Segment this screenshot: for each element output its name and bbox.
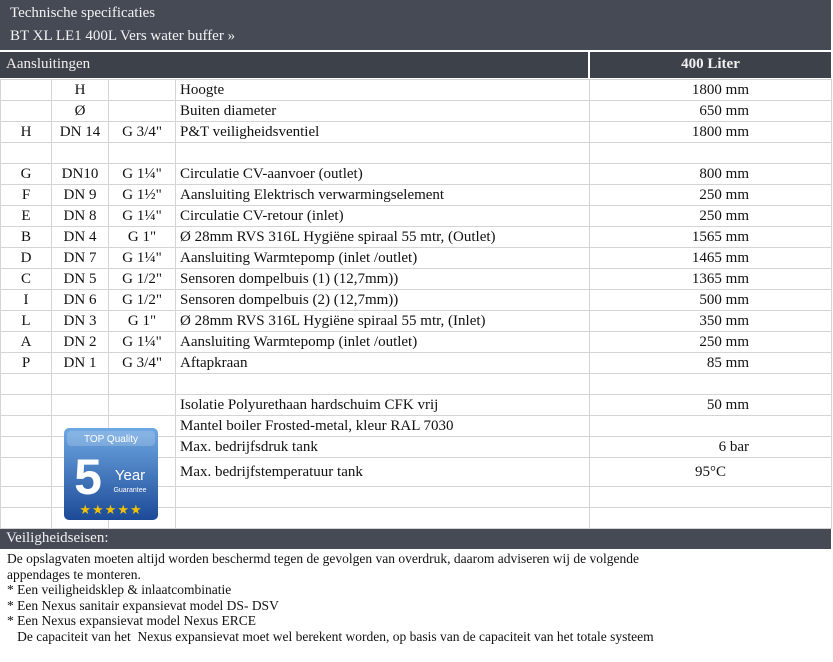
cell-value: 1365 mm <box>590 269 832 290</box>
cell-description: Circulatie CV-aanvoer (outlet) <box>176 164 590 185</box>
cell-code <box>1 458 52 487</box>
cell-value <box>590 487 832 508</box>
cell-thread <box>109 101 176 122</box>
cell-value <box>590 508 832 529</box>
badge-word: Year <box>114 467 146 484</box>
cell-code: G <box>1 164 52 185</box>
cell-thread: G 1¼" <box>109 248 176 269</box>
cell-code: D <box>1 248 52 269</box>
cell-description: Aftapkraan <box>176 353 590 374</box>
badge-small: Guarantee <box>113 487 147 494</box>
cell-value: 6 bar <box>590 437 832 458</box>
cell-dn: Ø <box>52 101 109 122</box>
cell-value: 250 mm <box>590 206 832 227</box>
cell-value: 85 mm <box>590 353 832 374</box>
cell-description: P&T veiligheidsventiel <box>176 122 590 143</box>
cell-description: Max. bedrijfsdruk tank <box>176 437 590 458</box>
cell-dn <box>52 374 109 395</box>
cell-code: F <box>1 185 52 206</box>
cell-value: 650 mm <box>590 101 832 122</box>
cell-description: Sensoren dompelbuis (2) (12,7mm)) <box>176 290 590 311</box>
cell-thread: G 1/2" <box>109 290 176 311</box>
cell-dn: DN 3 <box>52 311 109 332</box>
cell-code: A <box>1 332 52 353</box>
cell-description: Hoogte <box>176 80 590 101</box>
cell-value <box>590 416 832 437</box>
cell-thread <box>109 80 176 101</box>
table-row <box>1 353 832 374</box>
cell-value: 250 mm <box>590 332 832 353</box>
cell-dn <box>52 143 109 164</box>
cell-description: Circulatie CV-retour (inlet) <box>176 206 590 227</box>
note-line: De capaciteit van het Nexus expansievat moet wel berekent worden, op basis van de capaciteit van het totale systeem <box>7 628 654 644</box>
table-row <box>1 290 832 311</box>
cell-description <box>176 487 590 508</box>
quality-badge <box>64 428 158 520</box>
cell-description <box>176 374 590 395</box>
cell-code: P <box>1 353 52 374</box>
cell-code: L <box>1 311 52 332</box>
cell-thread <box>109 395 176 416</box>
cell-description: Aansluiting Warmtepomp (inlet /outlet) <box>176 248 590 269</box>
cell-thread: G 1" <box>109 311 176 332</box>
cell-dn: DN 4 <box>52 227 109 248</box>
capacity-heading: 400 Liter <box>681 56 740 72</box>
cell-code: H <box>1 122 52 143</box>
cell-dn: DN 9 <box>52 185 109 206</box>
cell-value <box>590 374 832 395</box>
table-row <box>1 395 832 416</box>
connections-heading: Aansluitingen <box>6 56 91 72</box>
note-line: appendages te monteren. <box>7 566 141 582</box>
cell-dn: DN 1 <box>52 353 109 374</box>
cell-code <box>1 374 52 395</box>
cell-value: 250 mm <box>590 185 832 206</box>
cell-dn: DN 6 <box>52 290 109 311</box>
table-header <box>0 52 831 78</box>
table-row <box>1 122 832 143</box>
table-row <box>1 164 832 185</box>
table-row <box>1 80 832 101</box>
cell-value <box>590 143 832 164</box>
cell-code <box>1 487 52 508</box>
cell-code <box>1 508 52 529</box>
table-row <box>1 332 832 353</box>
table-row <box>1 248 832 269</box>
cell-code <box>1 437 52 458</box>
cell-value: 1465 mm <box>590 248 832 269</box>
cell-description: Aansluiting Elektrisch verwarmingselement <box>176 185 590 206</box>
cell-code: I <box>1 290 52 311</box>
cell-thread: G 1" <box>109 227 176 248</box>
badge-number: 5 <box>74 449 102 505</box>
cell-code <box>1 80 52 101</box>
table-row <box>1 206 832 227</box>
table-row <box>1 269 832 290</box>
cell-code: C <box>1 269 52 290</box>
cell-thread: G 3/4" <box>109 353 176 374</box>
table-row <box>1 311 832 332</box>
cell-dn: DN 14 <box>52 122 109 143</box>
cell-thread: G 1¼" <box>109 332 176 353</box>
cell-description: Max. bedrijfstemperatuur tank <box>176 458 590 487</box>
cell-thread: G 1¼" <box>109 164 176 185</box>
cell-value: 95°C <box>590 458 832 487</box>
cell-thread: G 1½" <box>109 185 176 206</box>
cell-description: Isolatie Polyurethaan hardschuim CFK vrij <box>176 395 590 416</box>
cell-description <box>176 508 590 529</box>
cell-dn: H <box>52 80 109 101</box>
cell-description <box>176 143 590 164</box>
cell-description: Buiten diameter <box>176 101 590 122</box>
cell-thread: G 3/4" <box>109 122 176 143</box>
table-row <box>1 101 832 122</box>
cell-thread: G 1¼" <box>109 206 176 227</box>
cell-code <box>1 395 52 416</box>
cell-value: 1565 mm <box>590 227 832 248</box>
cell-value: 350 mm <box>590 311 832 332</box>
table-row <box>1 227 832 248</box>
cell-value: 800 mm <box>590 164 832 185</box>
note-line: * Een Nexus expansievat model Nexus ERCE <box>7 613 256 628</box>
cell-description: Mantel boiler Frosted-metal, kleur RAL 7030 <box>176 416 590 437</box>
cell-description: Sensoren dompelbuis (1) (12,7mm)) <box>176 269 590 290</box>
cell-dn: DN 7 <box>52 248 109 269</box>
cell-dn: DN 8 <box>52 206 109 227</box>
cell-code: E <box>1 206 52 227</box>
header-bar <box>0 0 831 50</box>
table-row <box>1 374 832 395</box>
cell-thread <box>109 143 176 164</box>
cell-value: 50 mm <box>590 395 832 416</box>
product-link[interactable]: BT XL LE1 400L Vers water buffer » <box>10 28 236 44</box>
safety-heading: Veiligheidseisen: <box>6 530 109 546</box>
safety-heading-bar <box>0 529 831 549</box>
cell-code: B <box>1 227 52 248</box>
badge-top-text: TOP Quality <box>83 434 139 445</box>
table-row <box>1 185 832 206</box>
cell-code <box>1 416 52 437</box>
note-line: * Een Nexus sanitair expansievat model DS- DSV <box>7 597 279 613</box>
cell-dn <box>52 395 109 416</box>
page-title: Technische specificaties <box>10 5 156 21</box>
cell-thread: G 1/2" <box>109 269 176 290</box>
cell-dn: DN 2 <box>52 332 109 353</box>
cell-description: Ø 28mm RVS 316L Hygiëne spiraal 55 mtr, (Outlet) <box>176 227 590 248</box>
safety-notes <box>7 551 827 644</box>
cell-value: 1800 mm <box>590 122 832 143</box>
note-line: De opslagvaten moeten altijd worden beschermd tegen de gevolgen van overdruk, daarom adviseren wij de volgende <box>7 551 640 566</box>
cell-dn: DN 5 <box>52 269 109 290</box>
cell-thread <box>109 374 176 395</box>
cell-value: 500 mm <box>590 290 832 311</box>
cell-code <box>1 101 52 122</box>
cell-value: 1800 mm <box>590 80 832 101</box>
cell-description: Ø 28mm RVS 316L Hygiëne spiraal 55 mtr, (Inlet) <box>176 311 590 332</box>
note-line: * Een veiligheidsklep & inlaatcombinatie <box>7 582 232 597</box>
table-row <box>1 143 832 164</box>
cell-description: Aansluiting Warmtepomp (inlet /outlet) <box>176 332 590 353</box>
cell-code <box>1 143 52 164</box>
five-year-guarantee-icon <box>64 428 158 520</box>
badge-stars-icon: ★★★★★ <box>79 503 143 518</box>
cell-dn: DN10 <box>52 164 109 185</box>
